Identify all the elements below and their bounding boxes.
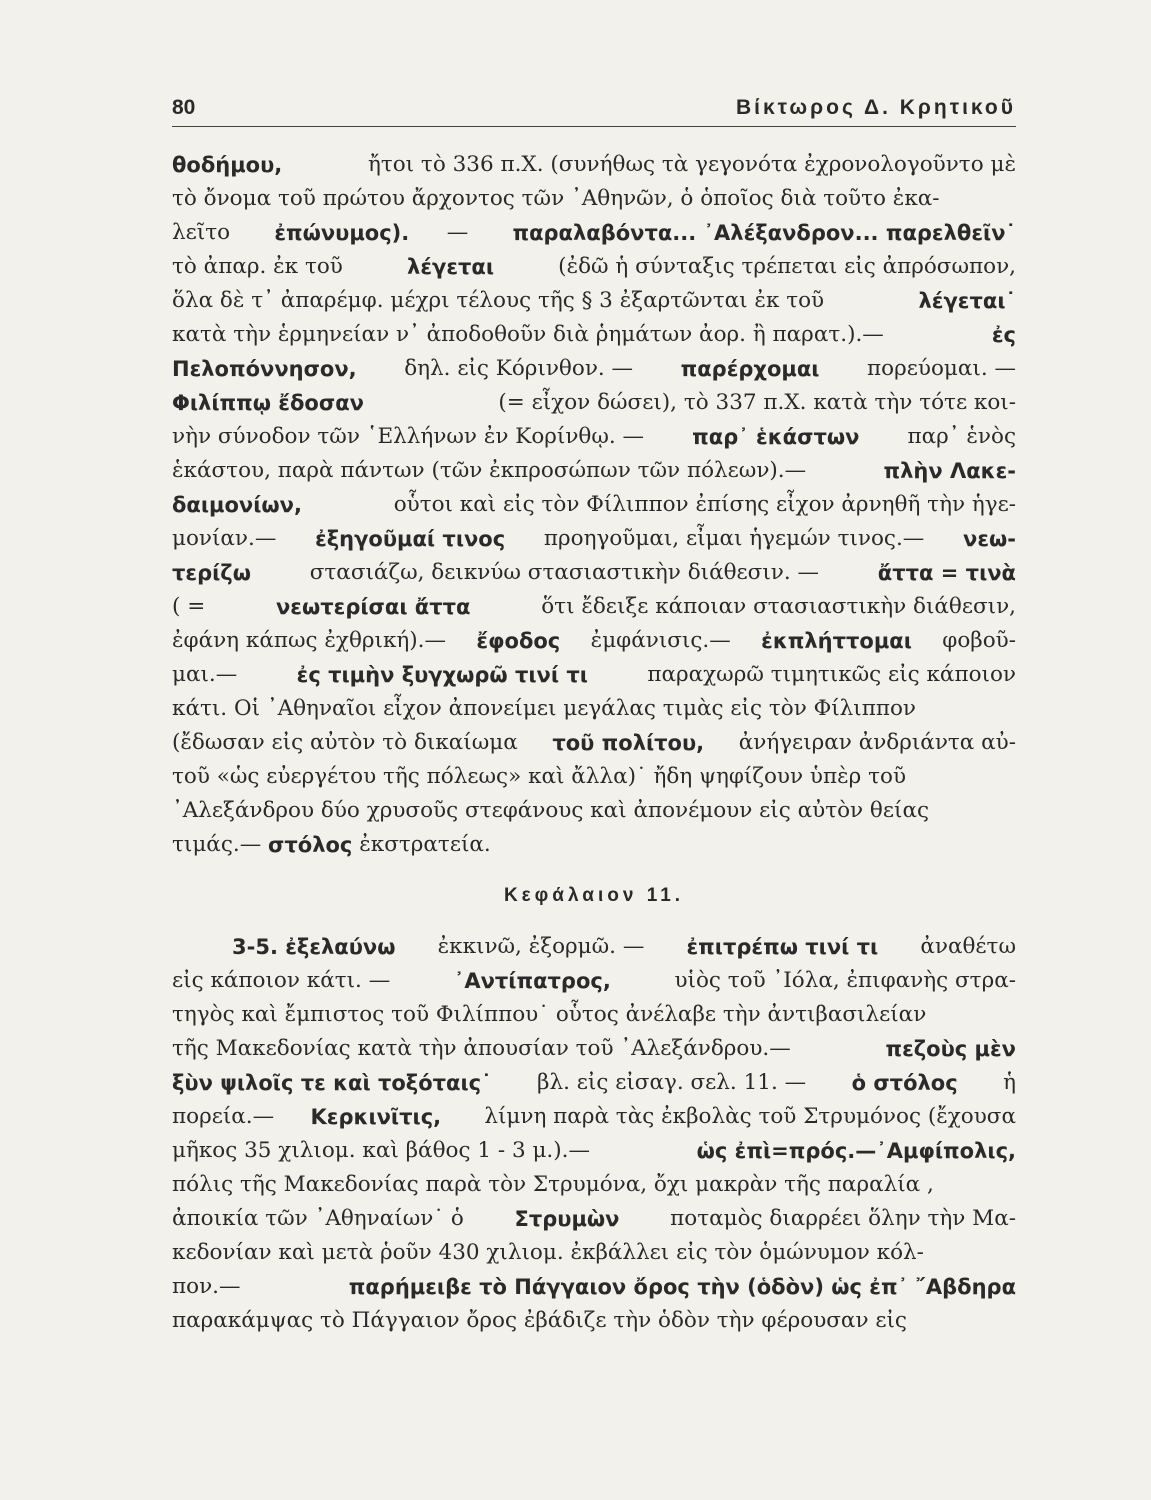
text-line: [172, 726, 1016, 760]
lemma-term: ἔφοδος: [476, 629, 561, 653]
text-line: [172, 216, 1016, 250]
gloss-text: —: [446, 220, 476, 245]
gloss-text: τὸ ἀπαρ. ἐκ τοῦ: [172, 254, 350, 279]
gloss-text: τιμάς.—: [172, 832, 269, 857]
gloss-text: ἐφάνη κάπως ἐχθρική).—: [172, 628, 453, 653]
lemma-term: Κερκινῖτις,: [310, 1105, 442, 1129]
gloss-text: δηλ. εἰς Κόρινθον. —: [397, 356, 640, 381]
gloss-text: τὸ ὄνομα τοῦ πρώτου ἄρχοντος τῶν ᾿Αθηνῶν, ὁ ὁποῖος διὰ τοῦτο ἐκα-: [172, 186, 940, 211]
lemma-term: παρ᾿ ἑκάστων: [692, 425, 860, 449]
gloss-text: πόλις τῆς Μακεδονίας παρὰ τὸν Στρυμόνα, ὄχι μακρὰν τῆς παραλία ,: [172, 1172, 934, 1197]
lemma-term: ἐς: [991, 323, 1016, 347]
lemma-term: ὁ στόλος: [851, 1071, 958, 1095]
gloss-text: στασιάζω, δεικνύω στασιαστικὴν διάθεσιν. —: [302, 560, 826, 585]
lemma-term: ἐς τιμὴν ξυγχωρῶ τινί τι: [296, 663, 588, 687]
lemma-term: ξὺν ψιλοῖς τε καὶ τοξόταις˙: [172, 1071, 492, 1095]
lemma-term: ᾿Αντίπατρος,: [453, 969, 611, 993]
lemma-term: πλὴν Λακε-: [883, 459, 1016, 483]
gloss-text: οὗτοι καὶ εἰς τὸν Φίλιππον ἐπίσης εἶχον ἀρνηθῆ τὴν ἡγε-: [386, 492, 1016, 517]
gloss-text: λεῖτο: [172, 220, 237, 245]
gloss-text: (= εἶχον δώσει), τὸ 337 π.Χ. κατὰ τὴν τότε κοι-: [491, 390, 1016, 415]
gloss-text: παραχωρῶ τιμητικῶς εἰς κάποιον: [640, 662, 1016, 687]
gloss-text: φοβοῦ-: [935, 628, 1016, 653]
gloss-text: νὴν σύνοδον τῶν ῾Ελλήνων ἐν Κορίνθῳ. —: [172, 424, 651, 449]
lemma-term: λέγεται˙: [918, 289, 1016, 313]
lemma-term: παρήμειβε τὸ Πάγγαιον ὄρος τὴν (ὁδὸν) ὡς ἐπ᾿ ῎Αβδηρα: [348, 1275, 1016, 1299]
gloss-text: πορεύομαι. —: [860, 356, 1016, 381]
page-number: 80: [172, 96, 196, 119]
gloss-text: ἤτοι τὸ 336 π.Χ. (συνήθως τὰ γεγονότα ἐχρονολογοῦντο μὲ: [361, 152, 1016, 177]
lemma-term: νεωτερίσαι ἄττα: [275, 595, 471, 619]
section-commentary-chapter-11: [172, 930, 1016, 1338]
text-line: [172, 624, 1016, 658]
lemma-term: 3-5. ἐξελαύνω: [232, 935, 396, 959]
text-line: [172, 794, 1016, 828]
gloss-text: ἐκκινῶ, ἐξορμῶ. —: [430, 934, 652, 959]
gloss-text: μονίαν.—: [172, 526, 284, 551]
gloss-text: κάτι. Οἱ ᾿Αθηναῖοι εἶχον ἀπονείμει μεγάλας τιμὰς εἰς τὸν Φίλιππον: [172, 696, 916, 721]
gloss-text: παρ᾿ ἑνὸς: [900, 424, 1016, 449]
lemma-term: ἐξηγοῦμαί τινος: [315, 527, 506, 551]
chapter-heading: Κεφάλαιον 11.: [503, 885, 685, 906]
text-line: [172, 930, 1016, 964]
lemma-term: ἐκπλήττομαι: [761, 629, 912, 653]
gloss-text: ἀποικία τῶν ᾿Αθηναίων˙ ὁ: [172, 1206, 471, 1231]
lemma-term: νεω-: [963, 527, 1016, 551]
text-line: [172, 284, 1016, 318]
gloss-text: ᾿Αλεξάνδρου δύο χρυσοῦς στεφάνους καὶ ἀπονέμουν εἰς αὐτὸν θείας: [172, 798, 930, 823]
text-line: [172, 1066, 1016, 1100]
gloss-text: λίμνη παρὰ τὰς ἐκβολὰς τοῦ Στρυμόνος (ἔχουσα: [477, 1104, 1016, 1129]
lemma-term: Πελοπόννησον,: [172, 357, 357, 381]
commentary-text: [172, 148, 1016, 1338]
lemma-term: πεζοὺς μὲν: [885, 1037, 1016, 1061]
lemma-term: τερίζω: [172, 561, 251, 585]
lemma-term: ἐπώνυμος).: [274, 221, 410, 245]
gloss-text: τηγὸς καὶ ἔμπιστος τοῦ Φιλίππου˙ οὗτος ἀνέλαβε τὴν ἀντιβασιλείαν: [172, 1002, 927, 1027]
text-line: [172, 692, 1016, 726]
lemma-term: λέγεται: [407, 255, 495, 279]
text-line: [172, 420, 1016, 454]
text-line: [172, 182, 1016, 216]
lemma-term: παρέρχομαι: [680, 357, 820, 381]
gloss-text: ὅλα δὲ τ᾿ ἀπαρέμφ. μέχρι τέλους τῆς § 3 ἐξαρτῶνται ἐκ τοῦ: [172, 288, 831, 313]
gloss-text: πορεία.—: [172, 1104, 275, 1129]
gloss-text: (ἔδωσαν εἰς αὐτὸν τὸ δικαίωμα: [172, 730, 525, 755]
gloss-text: ποταμὸς διαρρέει ὅλην τὴν Μα-: [663, 1206, 1016, 1231]
gloss-text: ὅτι ἔδειξε κάποιαν στασιαστικὴν διάθεσιν,: [534, 594, 1016, 619]
text-line: [172, 556, 1016, 590]
gloss-text: ἐμφάνισις.—: [583, 628, 738, 653]
gloss-text: εἰς κάποιον κάτι. —: [172, 968, 398, 993]
gloss-text: τῆς Μακεδονίας κατὰ τὴν ἀπουσίαν τοῦ ᾿Αλεξάνδρου.—: [172, 1036, 798, 1061]
text-line: [172, 454, 1016, 488]
gloss-text: ἑκάστου, παρὰ πάντων (τῶν ἐκπροσώπων τῶν πόλεων).—: [172, 458, 807, 483]
gloss-text: ( =: [172, 594, 213, 619]
text-line: [172, 522, 1016, 556]
gloss-text: ἡ: [996, 1070, 1016, 1095]
text-line: [172, 1100, 1016, 1134]
gloss-text: βλ. εἰς εἰσαγ. σελ. 11. —: [530, 1070, 813, 1095]
lemma-term: παραλαβόντα... ᾿Αλέξανδρον... παρελθεῖν˙: [512, 221, 1016, 245]
text-line: [172, 998, 1016, 1032]
text-line: [172, 658, 1016, 692]
text-line: [172, 352, 1016, 386]
lemma-term: ἐπιτρέπω τινί τι: [686, 935, 879, 959]
gloss-text: ἐκστρατεία.: [352, 832, 491, 857]
gloss-text: προηγοῦμαι, εἶμαι ἡγεμών τινος.—: [537, 526, 932, 551]
lemma-term: θοδήμου,: [172, 153, 283, 177]
text-line: [172, 1032, 1016, 1066]
text-line: [172, 828, 1016, 862]
text-line: [172, 590, 1016, 624]
text-line: [172, 1168, 1016, 1202]
lemma-term: Στρυμὼν: [514, 1207, 620, 1231]
text-line: [172, 760, 1016, 794]
gloss-text: ἀνήγειραν ἀνδριάντα αὐ-: [731, 730, 1016, 755]
text-line: [172, 1134, 1016, 1168]
lemma-term: τοῦ πολίτου,: [552, 731, 705, 755]
section-commentary-chapter-10: [172, 148, 1016, 862]
gloss-text: πον.—: [172, 1274, 241, 1299]
gloss-text: κεδονίαν καὶ μετὰ ῥοῦν 430 χιλιομ. ἐκβάλλει εἰς τὸν ὁμώνυμον κόλ-: [172, 1240, 924, 1265]
text-line: [172, 1304, 1016, 1338]
gloss-text: τοῦ «ὡς εὐεργέτου τῆς πόλεως» καὶ ἄλλα)˙ ἤδη ψηφίζουν ὑπὲρ τοῦ: [172, 764, 907, 789]
text-line: [172, 148, 1016, 182]
text-line: [172, 1202, 1016, 1236]
lemma-term: ἄττα = τινὰ: [877, 561, 1016, 585]
text-line: [172, 964, 1016, 998]
lemma-term: στόλος: [268, 833, 353, 857]
gloss-text: μῆκος 35 χιλιομ. καὶ βάθος 1 - 3 μ.).—: [172, 1138, 590, 1163]
text-line: [172, 1236, 1016, 1270]
text-line: [172, 488, 1016, 522]
text-line: [172, 250, 1016, 284]
running-head-title: Βίκτωρος Δ. Κρητικοῦ: [735, 96, 1016, 119]
text-line: [172, 386, 1016, 420]
lemma-term: ὡς ἐπὶ=πρός.—᾿Αμφίπολις,: [696, 1139, 1016, 1163]
gloss-text: παρακάμψας τὸ Πάγγαιον ὄρος ἐβάδιζε τὴν ὁδὸν τὴν φέρουσαν εἰς: [172, 1308, 907, 1333]
lemma-term: Φιλίππῳ ἔδοσαν: [172, 391, 364, 415]
gloss-text: κατὰ τὴν ἑρμηνείαν ν᾿ ἀποδοθοῦν διὰ ῥημάτων ἀορ. ἢ παρατ.).—: [172, 322, 891, 347]
running-header: [172, 96, 1016, 127]
gloss-text: μαι.—: [172, 662, 245, 687]
gloss-text: (ἐδῶ ἡ σύνταξις τρέπεται εἰς ἀπρόσωπον,: [551, 254, 1016, 279]
gloss-text: ἀναθέτω: [913, 934, 1016, 959]
gloss-text: υἱὸς τοῦ ᾿Ιόλα, ἐπιφανὴς στρα-: [667, 968, 1016, 993]
lemma-term: δαιμονίων,: [172, 493, 302, 517]
text-line: [172, 1270, 1016, 1304]
text-line: [172, 318, 1016, 352]
